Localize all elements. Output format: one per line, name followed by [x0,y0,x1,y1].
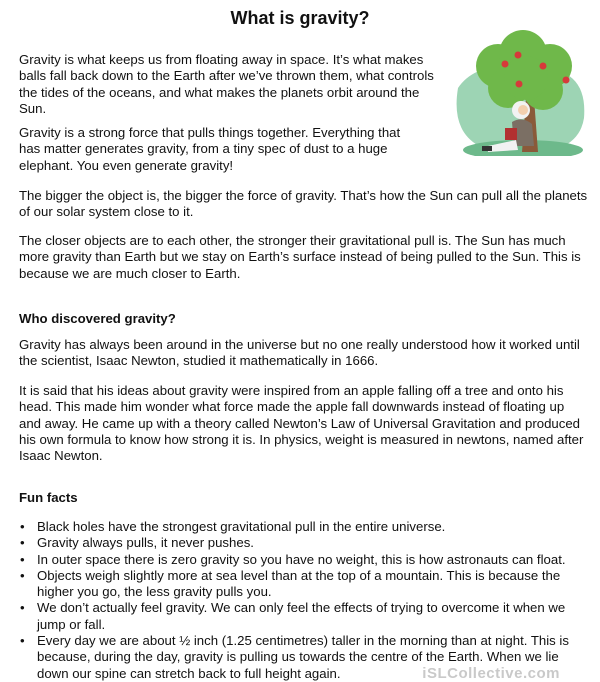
intro-paragraph-3: The bigger the object is, the bigger the force of gravity. That’s how the Sun can pull all the planets of our solar system close to it. [19,188,588,220]
list-item: • Gravity always pulls, it never pushes. [19,535,589,551]
fun-facts-list [19,519,589,682]
watermark: iSLCollective.com [422,665,560,682]
discovery-paragraph-2: It is said that his ideas about gravity were inspired from an apple falling off a tree and onto his head. This made him wonder what force made the apple fall downwards instead of floating up and away. He came up with a theory called Newton’s Law of Universal Gravitation and produced his own formula to know how strong it is. In physics, weight is measured in newtons, named after Isaac Newton. [19,383,584,464]
page-title: What is gravity? [230,8,370,28]
list-item: • In outer space there is zero gravity so you have no weight, this is how astronauts can float. [19,552,589,568]
discovery-paragraph-1: Gravity has always been around in the universe but no one really understood how it worked until the scientist, Isaac Newton, studied it mathematically in 1666. [19,337,580,369]
list-item: • Black holes have the strongest gravitational pull in the entire universe. [19,519,589,535]
discovery-heading: Who discovered gravity? [19,311,176,326]
intro-paragraph-1: Gravity is what keeps us from floating away in space. It’s what makes balls fall back down to the Earth after we’ve thrown them, what controls the tides of the oceans, and what makes the planets orbit around the Sun. [19,52,434,116]
list-item: • Every day we are about ½ inch (1.25 centimetres) taller in the morning than at night. This is because, during the day, gravity is pulling us towards the centre of the Earth. When we lie down our spine can stretch back to full height again. [19,633,589,682]
intro-paragraph-4: The closer objects are to each other, the stronger their gravitational pull is. The Sun has much more gravity than Earth but we stay on Earth’s surface instead of being pulled to the Sun. This is because we are much closer to Earth. [19,233,581,281]
list-item: • We don’t actually feel gravity. We can only feel the effects of trying to overcome it when we jump or fall. [19,600,589,633]
fun-facts-heading: Fun facts [19,490,78,505]
list-item: • Objects weigh slightly more at sea level than at the top of a mountain. This is because the higher you go, the less gravity pulls you. [19,568,589,601]
newton-under-tree-illustration [438,28,588,156]
intro-paragraph-2: Gravity is a strong force that pulls things together. Everything that has matter generates gravity, from a tiny spec of dust to a huge elephant. You even generate gravity! [19,125,401,173]
